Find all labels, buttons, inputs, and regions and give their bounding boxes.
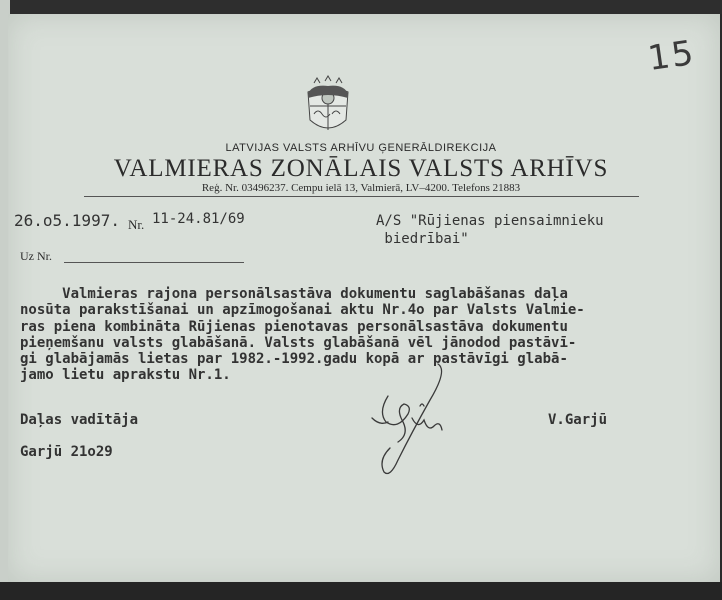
contact-line: Reģ. Nr. 03496237. Cempu ielā 13, Valmierā, LV–4200. Telefons 21883 bbox=[201, 182, 521, 194]
directorate-heading: LATVIJAS VALSTS ARHĪVU ĢENERĀLDIREKCIJA bbox=[225, 142, 497, 154]
signatory-position: Daļas vadītāja bbox=[20, 412, 139, 428]
letter-body bbox=[20, 286, 700, 384]
body-line: Valmieras rajona personālsastāva dokumentu saglabāšanas daļa bbox=[20, 286, 568, 302]
letter-number: 11-24.81/69 bbox=[152, 211, 245, 227]
page-number-handwritten: 15 bbox=[645, 32, 698, 80]
coat-of-arms-emblem bbox=[304, 74, 352, 138]
body-line: ras piena kombināta Rūjienas pienotavas personālsastāva dokumentu bbox=[20, 318, 568, 335]
handwritten-signature bbox=[368, 360, 454, 484]
archive-name-heading: VALMIERAS ZONĀLAIS VALSTS ARHĪVS bbox=[113, 155, 609, 182]
uz-nr-label: Uz Nr. bbox=[20, 249, 52, 263]
nr-label: Nr. bbox=[128, 217, 145, 232]
executor-phone: Garjū 21o29 bbox=[20, 444, 113, 460]
body-line: gi glabājamās lietas par 1982.-1992.gadu kopā ar pastāvīgi glabā- bbox=[20, 351, 568, 368]
letter-date: 26.o5.1997. bbox=[14, 211, 120, 230]
uz-nr-blank-line bbox=[64, 262, 244, 263]
body-line: pieņemšanu valsts glabāšanā. Valsts glabāšanā vēl jānodod pastāvī- bbox=[20, 334, 577, 351]
addressee: A/S "Rūjienas piensaimnieku biedrībai" bbox=[376, 213, 604, 247]
body-line: jamo lietu aprakstu Nr.1. bbox=[20, 367, 231, 384]
scan-border-bottom bbox=[0, 582, 722, 600]
header-divider bbox=[84, 196, 639, 197]
body-line: nosūta parakstīšanai un apzīmogošanai aktu Nr.4o par Valsts Valmie- bbox=[20, 302, 585, 319]
scan-border-top bbox=[0, 0, 722, 14]
signatory-name: V.Garjū bbox=[548, 412, 608, 428]
